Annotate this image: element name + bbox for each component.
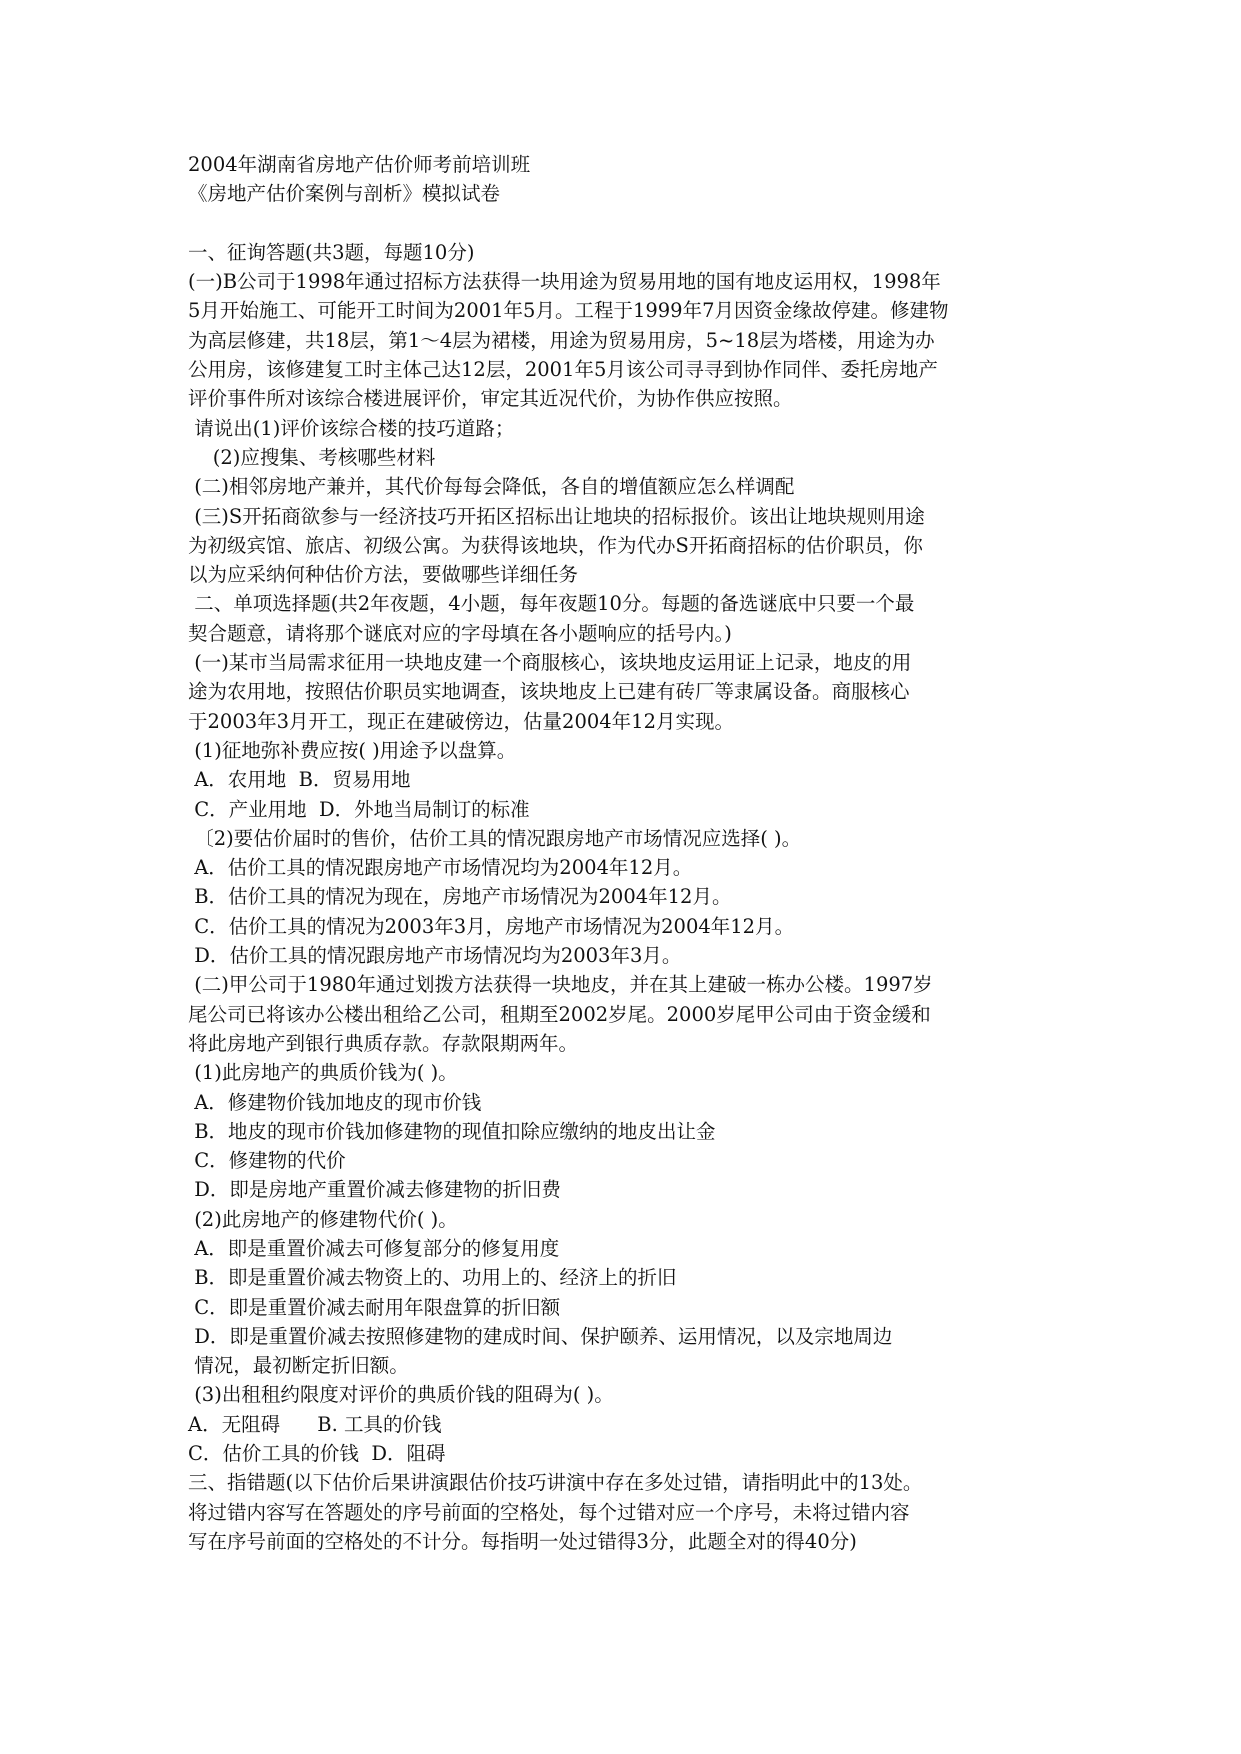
s1-q1-line: 公用房，该修建复工时主体己达12层，2001年5月该公司寻寻到协作同伴、委托房地产 — [188, 358, 938, 382]
s2-c1q2-option: A．估价工具的情况跟房地产市场情况均为2004年12月。 — [188, 856, 693, 880]
s2-case1-line: 途为农用地，按照估价职员实地调查，该块地皮上已建有砖厂等隶属设备。商服核心 — [188, 680, 910, 704]
document-page — [188, 150, 1058, 1556]
blank-line — [188, 209, 1058, 238]
s2-case1-line: 于2003年3月开工，现正在建破傍边，估量2004年12月实现。 — [188, 709, 734, 733]
s2-c2q2-option: B．即是重置价减去物资上的、功用上的、经济上的折旧 — [188, 1266, 677, 1290]
s2-c2q1-option: C．修建物的代价 — [188, 1149, 346, 1173]
s2-c1q1-option: A．农用地 B．贸易用地 — [188, 768, 411, 792]
s2-c2q3-option: A．无阻碍 B. 工具的价钱 — [188, 1412, 442, 1436]
s2-c2q1-option: D．即是房地产重置价减去修建物的折旧费 — [188, 1178, 561, 1202]
s2-case1-line: (一)某市当局需求征用一块地皮建一个商服核心，该块地皮运用证上记录，地皮的用 — [188, 651, 912, 675]
s1-q1-line: 5月开始施工、可能开工时间为2001年5月。工程于1999年7月因资金缘故停建。修建物 — [188, 299, 949, 323]
doc-title-line-1: 2004年湖南省房地产估价师考前培训班 — [188, 153, 531, 176]
s2-c1q2-option: B．估价工具的情况为现在，房地产市场情况为2004年12月。 — [188, 885, 732, 909]
s1-q3-line: 以为应采纳何种估价方法，要做哪些详细任务 — [188, 563, 579, 587]
section2-heading-line: 二、单项选择题(共2年夜题，4小题，每年夜题10分。每题的备选谜底中只要一个最 — [188, 592, 915, 616]
s2-c1q2: 〔2)要估价届时的售价，估价工具的情况跟房地产市场情况应选择( )。 — [188, 826, 802, 850]
s2-c2q1: (1)此房地产的典质价钱为( )。 — [188, 1061, 458, 1085]
s2-c1q1: (1)征地弥补费应按( )用途予以盘算。 — [188, 738, 517, 762]
section1-heading: 一、征询答题(共3题，每题10分) — [188, 240, 475, 264]
s2-c2q3: (3)出租租约限度对评价的典质价钱的阻碍为( )。 — [188, 1383, 614, 1407]
s2-case2-line: 将此房地产到银行典质存款。存款限期两年。 — [188, 1031, 579, 1055]
s2-c2q1-option: A．修建物价钱加地皮的现市价钱 — [188, 1090, 482, 1114]
s2-case2-line: 尾公司已将该办公楼出租给乙公司，租期至2002岁尾。2000岁尾甲公司由于资金缓和 — [188, 1002, 931, 1026]
s1-q1-line: (一)B公司于1998年通过招标方法获得一块用途为贸易用地的国有地皮运用权，1998年 — [188, 270, 941, 294]
s2-c2q2: (2)此房地产的修建物代价( )。 — [188, 1207, 458, 1231]
s1-q1-sub1: 请说出(1)评价该综合楼的技巧道路； — [188, 416, 515, 440]
doc-title-line-2: 《房地产估价案例与剖析》模拟试卷 — [188, 182, 501, 206]
s1-q3-line: (三)S开拓商欲参与一经济技巧开拓区招标出让地块的招标报价。该出让地块规则用途 — [188, 504, 925, 528]
s2-c1q1-option: C．产业用地 D．外地当局制订的标准 — [188, 797, 530, 821]
s1-q2: (二)相邻房地产兼并，其代价每每会降低，各自的增值额应怎么样调配 — [188, 475, 795, 499]
section3-line: 三、指错题(以下估价后果讲演跟估价技巧讲演中存在多处过错，请指明此中的13处。 — [188, 1471, 923, 1495]
s2-c2q1-option: B．地皮的现市价钱加修建物的现值扣除应缴纳的地皮出让金 — [188, 1119, 716, 1143]
section2-heading-line: 契合题意，请将那个谜底对应的字母填在各小题响应的括号内。) — [188, 621, 732, 645]
s2-c2q2-option: C．即是重置价减去耐用年限盘算的折旧额 — [188, 1295, 561, 1319]
s1-q1-line: 评价事件所对该综合楼进展评价，审定其近况代价，为协作供应按照。 — [188, 387, 793, 411]
section3-line: 将过错内容写在答题处的序号前面的空格处，每个过错对应一个序号，未将过错内容 — [188, 1500, 910, 1524]
s2-c2q2-option: D．即是重置价减去按照修建物的建成时间、保护颐养、运用情况，以及宗地周边 — [188, 1324, 893, 1348]
s1-q3-line: 为初级宾馆、旅店、初级公寓。为获得该地块，作为代办S开拓商招标的估价职员，你 — [188, 533, 923, 557]
s1-q1-sub2: (2)应搜集、考核哪些材料 — [188, 445, 436, 469]
s2-c2q2-option: 情况，最初断定折旧额。 — [188, 1354, 409, 1378]
s2-c2q3-option: C．估价工具的价钱 D．阻碍 — [188, 1442, 446, 1466]
s2-c1q2-option: C．估价工具的情况为2003年3月，房地产市场情况为2004年12月。 — [188, 914, 795, 938]
s2-case2-line: (二)甲公司于1980年通过划拨方法获得一块地皮，并在其上建破一栋办公楼。1997岁 — [188, 973, 933, 997]
s2-c2q2-option: A．即是重置价减去可修复部分的修复用度 — [188, 1236, 560, 1260]
s1-q1-line: 为高层修建，共18层，第1～4层为裙楼，用途为贸易用房，5~18层为塔楼，用途为办 — [188, 328, 935, 352]
s2-c1q2-option: D．估价工具的情况跟房地产市场情况均为2003年3月。 — [188, 944, 682, 968]
section3-line: 写在序号前面的空格处的不计分。每指明一处过错得3分，此题全对的得40分) — [188, 1529, 857, 1553]
